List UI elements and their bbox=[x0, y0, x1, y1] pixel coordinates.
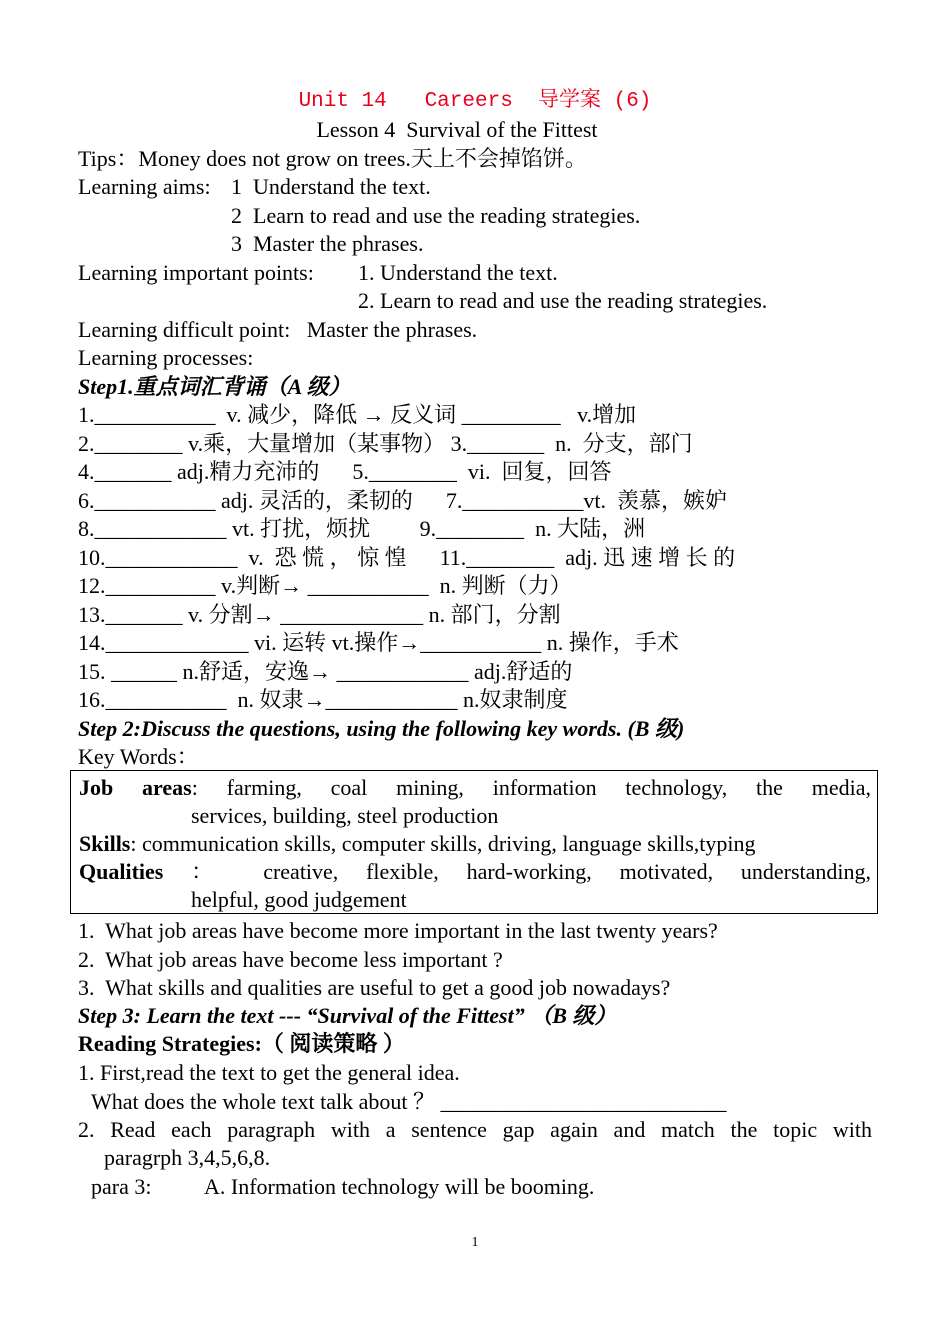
qualities-text: ： creative, flexible, hard-working, motivated, understanding, bbox=[163, 859, 871, 884]
qualities-continued: helpful, good judgement bbox=[191, 887, 407, 912]
page-title: Unit 14 Careers 导学案 (6) bbox=[298, 90, 652, 113]
key-words-label: Key Words： bbox=[78, 744, 199, 769]
question-item: 1. What job areas have become more important in the last twenty years? bbox=[78, 918, 718, 943]
tips-line: Tips：Money does not grow on trees.天上不会掉馅饼。 bbox=[78, 146, 587, 171]
vocab-line: 6.___________ adj. 灵活的，柔韧的 7.___________vt. 羡慕，嫉妒 bbox=[78, 488, 727, 513]
important-item: 2. Learn to read and use the reading strategies. bbox=[358, 288, 768, 313]
question-item: 3. What skills and qualities are useful to get a good job nowadays? bbox=[78, 975, 671, 1000]
step3-heading: Step 3: Learn the text --- “Survival of the Fittest” （B 级） bbox=[78, 1003, 617, 1028]
important-label: Learning important points: bbox=[78, 260, 314, 285]
vocab-line: 12.__________ v.判断→ ___________ n. 判断（力） bbox=[78, 573, 572, 598]
difficult-point: Learning difficult point: Master the phrases. bbox=[78, 317, 478, 342]
job-areas-row bbox=[79, 774, 871, 803]
step1-heading: Step1.重点词汇背诵（A 级） bbox=[78, 374, 351, 399]
strategy-item: 1. First,read the text to get the general idea. bbox=[78, 1060, 460, 1085]
processes-label: Learning processes: bbox=[78, 345, 254, 370]
vocab-line: 8.____________ vt. 打扰，烦扰 9.________ n. 大陆，洲 bbox=[78, 516, 646, 541]
aim-item: 2 Learn to read and use the reading strategies. bbox=[231, 203, 641, 228]
skills-row bbox=[79, 830, 871, 859]
vocab-line: 14._____________ vi. 运转 vt.操作→___________ n. 操作，手术 bbox=[78, 630, 679, 655]
job-areas-continued: services, building, steel production bbox=[191, 803, 499, 828]
vocab-line: 4._______ adj.精力充沛的 5.________ vi. 回复，回答 bbox=[78, 459, 612, 484]
step2-heading: Step 2:Discuss the questions, using the following key words. (B 级) bbox=[78, 716, 685, 741]
vocab-line: 16.___________ n. 奴隶→____________ n.奴隶制度 bbox=[78, 687, 568, 712]
qualities-row bbox=[79, 858, 871, 887]
aims-label: Learning aims: bbox=[78, 174, 211, 199]
strategy-question: What does the whole text talk about ？ __________________________ bbox=[91, 1089, 727, 1114]
job-areas-text: : farming, coal mining, information technology, the media, bbox=[191, 775, 871, 800]
strategy-item-continued: paragrph 3,4,5,6,8. bbox=[104, 1145, 271, 1170]
para-label: para 3: bbox=[91, 1174, 152, 1199]
vocab-line: 13._______ v. 分割→ _____________ n. 部门，分割 bbox=[78, 602, 561, 627]
job-areas-label: Job areas bbox=[79, 775, 192, 800]
skills-label: Skills bbox=[79, 831, 131, 856]
vocab-line: 15. ______ n.舒适，安逸→ ____________ adj.舒适的 bbox=[78, 659, 573, 684]
reading-strategies-label: Reading Strategies:（ 阅读策略 ） bbox=[78, 1031, 405, 1056]
key-words-box bbox=[70, 770, 878, 914]
aim-item: 3 Master the phrases. bbox=[231, 231, 424, 256]
question-item: 2. What job areas have become less important ? bbox=[78, 947, 503, 972]
vocab-line: 10.____________ v. 恐 慌 ， 惊 惶 11.________ adj. 迅 速 增 长 的 bbox=[78, 545, 736, 570]
skills-text: : communication skills, computer skills, driving, language skills,typing bbox=[130, 831, 756, 856]
important-item: 1. Understand the text. bbox=[358, 260, 558, 285]
vocab-line: 2.________ v.乘，大量增加（某事物） 3._______ n. 分支，部门 bbox=[78, 431, 693, 456]
vocab-line: 1.___________ v. 减少，降低 → 反义词 _________ v.增加 bbox=[78, 402, 637, 427]
lesson-subtitle: Lesson 4 Survival of the Fittest bbox=[316, 117, 598, 142]
page-number: 1 bbox=[471, 1235, 479, 1250]
aim-item: 1 Understand the text. bbox=[231, 174, 431, 199]
strategy-item: 2. Read each paragraph with a sentence gap again and match the topic with bbox=[78, 1117, 872, 1142]
qualities-label: Qualities bbox=[79, 859, 164, 884]
para-topic: A. Information technology will be booming. bbox=[204, 1174, 595, 1199]
